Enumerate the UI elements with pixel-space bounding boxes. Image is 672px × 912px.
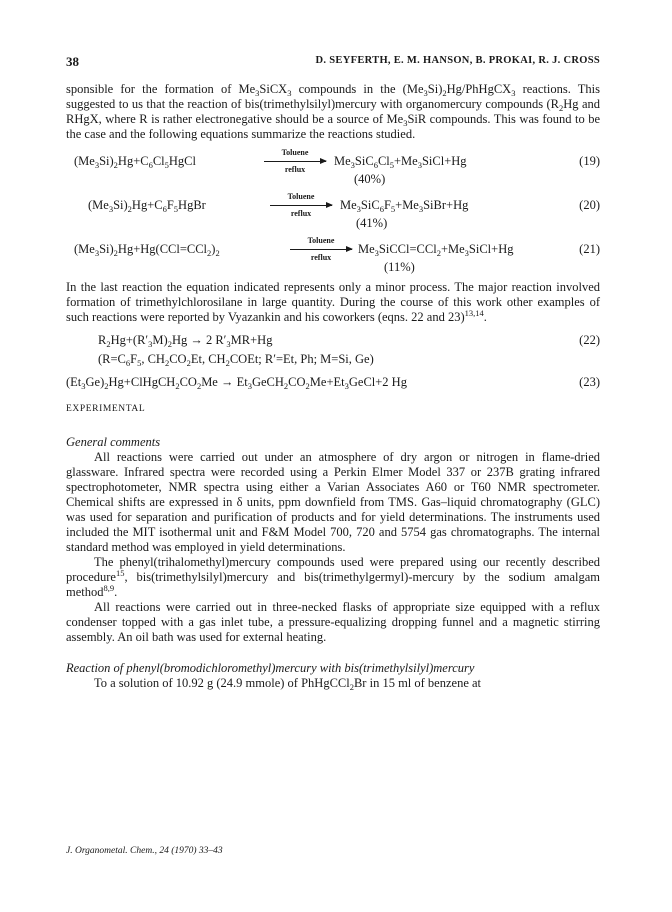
equation-lhs: $(Me_3Si)_2Hg+C_6Cl_5HgCl$ (74, 154, 196, 170)
equation-19 (66, 148, 600, 174)
equation-number: (21) (579, 242, 600, 256)
equation-number: (19) (579, 154, 600, 168)
equation-yield: (40%) (354, 172, 386, 186)
equation-block-22-23 (66, 331, 600, 392)
page-body (66, 82, 600, 691)
equation-rhs: $Me_3SiC_6F_5+Me_3SiBr+Hg$ (340, 198, 469, 214)
equation-lhs: $(Me_3Si)_2Hg+C_6F_5HgBr$ (88, 198, 206, 214)
equation-yield: (41%) (356, 216, 388, 230)
arrow-condition: reflux (290, 209, 312, 218)
subsection-heading-general: General comments (66, 435, 161, 449)
equation-number: (20) (579, 198, 600, 212)
equation-23 (66, 373, 600, 392)
arrow-solvent: Toluene (287, 192, 315, 201)
subsection-heading-reaction: Reaction of phenyl(bromodichloromethyl)mercury with bis(trimethylsilyl)mercury (66, 661, 475, 675)
arrow-solvent: Toluene (281, 148, 309, 157)
equation-23-text: $(Et_3Ge)_2Hg+ClHgCH_2CO_2Me$ → $Et_3GeCH_2CO_2Me+Et_3GeCl+2$ Hg (66, 375, 407, 391)
equation-rhs: $Me_3SiCCl=CCl_2+Me_3SiCl+Hg$ (358, 242, 514, 258)
discussion-paragraph: In the last reaction the equation indicated represents only a minor process. The major reaction involved formation of trimethylchlorosilane in large quantity. During the course of this work other examples of such reactions were reported by Vyazankin and his coworkers (eqns. 22 and 23)$^{13,14}$. (66, 280, 600, 324)
reaction-paragraph: To a solution of 10.92 g (24.9 mmole) of PhHgCCl$_2$Br in 15 ml of benzene at (94, 676, 482, 692)
reaction-arrow (264, 148, 326, 174)
reagents-paragraph: The phenyl(trihalomethyl)mercury compounds used were prepared using our recently described procedure$^{15}$, bis(trimethylsilyl)mercury and bis(trimethylgermyl)-mercury by the sodium amalgam method$^{8,9}$. (66, 555, 600, 599)
running-header (66, 54, 600, 70)
apparatus-paragraph: All reactions were carried out in three-necked flasks of appropriate size equipped with a reflux condenser topped with a gas inlet tube, a pressure-equalizing dropping funnel and a magnetic stirring assembly. An oil bath was used for external heating. (66, 600, 600, 644)
equation-22-definitions: ($R=C_6F_5$, $CH_2CO_2Et$, $CH_2COEt$; R′=Et, Ph; M=Si, Ge) (98, 352, 374, 368)
equation-20 (66, 192, 600, 218)
equation-22-text: $R_2Hg+(R'_3M)_2Hg \to 2$ $R'_3MR+Hg$ (98, 333, 273, 349)
equation-22 (66, 331, 600, 350)
equation-lhs: $(Me_3Si)_2Hg+Hg(CCl=CCl_2)_2$ (74, 242, 220, 258)
equation-yield: (11%) (384, 260, 415, 274)
equation-number: (22) (579, 333, 600, 347)
section-heading-experimental: EXPERIMENTAL (66, 404, 146, 414)
general-comments-paragraph: All reactions were carried out under an atmosphere of dry argon or nitrogen in flame-dried glassware. Infrared spectra were recorded using a Perkin Elmer Model 337 or 237B grating infrared spectrophotometer, NMR spectra using either a Varian Associates A60 or T60 NMR spectrometer. Chemical shifts are expressed in δ units, ppm downfield from TMS. Gas–liquid chromatography (GLC) was used for separation and purification of products and for yield determinations. The instruments used included the MIT isothermal unit and F&M Model 700, 720 and 5754 gas chromatographs. The internal standard method was employed in yield determinations. (66, 450, 600, 554)
arrow-solvent: Toluene (307, 236, 335, 245)
page-number: 38 (66, 54, 79, 69)
equation-block-19-21 (66, 148, 600, 276)
equation-number: (23) (579, 375, 600, 389)
equation-rhs: $Me_3SiC_6Cl_5+Me_3SiCl+Hg$ (334, 154, 467, 170)
arrow-condition: reflux (284, 165, 306, 174)
equation-22-conditions (66, 350, 600, 369)
arrow-condition: reflux (310, 253, 332, 262)
journal-citation-footer: J. Organometal. Chem., 24 (1970) 33–43 (66, 846, 223, 856)
reaction-arrow (270, 192, 332, 218)
intro-paragraph: sponsible for the formation of $Me_3SiCX_3$ compounds in the $(Me_3Si)_2Hg/PhHgCX_3$ reactions. This suggested to us that the reaction of bis(trimethylsilyl)mercury with organomercury compounds ($R_2Hg$ and RHgX, where R is rather electronegative should be a source of $Me_3SiR$ compounds. This was found to be the case and the following equations summarize the reactions studied. (66, 82, 601, 141)
reaction-arrow (290, 236, 352, 262)
equation-21 (66, 236, 600, 262)
author-line: D. SEYFERTH, E. M. HANSON, B. PROKAI, R. J. CROSS (315, 55, 600, 66)
